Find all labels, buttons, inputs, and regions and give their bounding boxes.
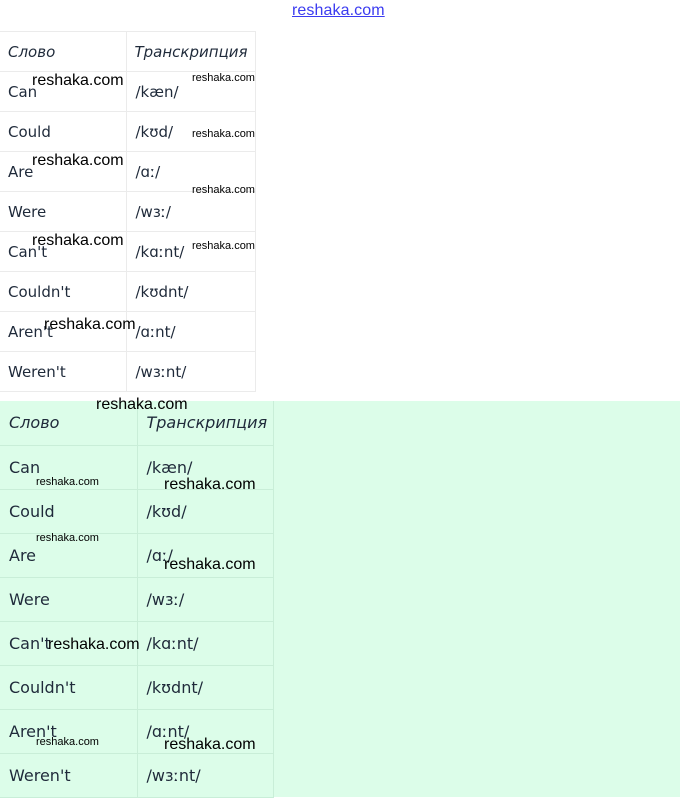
word-cell: Weren't bbox=[0, 753, 137, 797]
word-cell: Weren't bbox=[0, 352, 126, 392]
watermark: reshaka.com bbox=[96, 396, 188, 413]
watermark: reshaka.com bbox=[48, 636, 140, 653]
word-cell: Can't bbox=[0, 621, 137, 665]
watermark: reshaka.com bbox=[192, 184, 255, 196]
word-cell: Were bbox=[0, 577, 137, 621]
word-cell: Couldn't bbox=[0, 272, 126, 312]
watermark: reshaka.com bbox=[36, 736, 99, 748]
watermark: reshaka.com bbox=[164, 736, 256, 753]
watermark: reshaka.com bbox=[192, 240, 255, 252]
watermark: reshaka.com bbox=[164, 556, 256, 573]
watermark: reshaka.com bbox=[164, 476, 256, 493]
transcription-cell: /kɑːnt/ bbox=[126, 232, 255, 272]
transcription-cell: /ɑː/ bbox=[126, 152, 255, 192]
watermark: reshaka.com bbox=[32, 152, 124, 169]
header-transcription: Транскрипция bbox=[137, 401, 273, 445]
header-word: Слово bbox=[0, 32, 126, 72]
transcription-cell: /kʊdnt/ bbox=[137, 665, 273, 709]
transcription-cell: /ɑːnt/ bbox=[126, 312, 255, 352]
transcription-cell: /kæn/ bbox=[137, 445, 273, 489]
word-cell: Are bbox=[0, 533, 137, 577]
table-row bbox=[0, 352, 255, 392]
word-cell: Can bbox=[0, 445, 137, 489]
table-row bbox=[0, 192, 255, 232]
transcription-cell: /kɑːnt/ bbox=[137, 621, 273, 665]
transcription-cell: /wɜː/ bbox=[137, 577, 273, 621]
word-cell: Could bbox=[0, 112, 126, 152]
table-row bbox=[0, 753, 273, 797]
header-word: Слово bbox=[0, 401, 137, 445]
transcription-cell: /wɜː/ bbox=[126, 192, 255, 232]
watermark: reshaka.com bbox=[36, 532, 99, 544]
word-cell: Can't bbox=[0, 232, 126, 272]
watermark: reshaka.com bbox=[192, 128, 255, 140]
word-cell: Couldn't bbox=[0, 665, 137, 709]
watermark: reshaka.com bbox=[192, 72, 255, 84]
transcription-cell: /ɑː/ bbox=[137, 533, 273, 577]
table-header-row bbox=[0, 32, 255, 72]
transcription-cell: /kæn/ bbox=[126, 72, 255, 112]
transcription-cell: /kʊdnt/ bbox=[126, 272, 255, 312]
transcription-cell: /ɑːnt/ bbox=[137, 709, 273, 753]
word-cell: Were bbox=[0, 192, 126, 232]
word-cell: Are bbox=[0, 152, 126, 192]
word-cell: Aren't bbox=[0, 709, 137, 753]
header-transcription: Транскрипция bbox=[126, 32, 255, 72]
transcription-cell: /kʊd/ bbox=[137, 489, 273, 533]
transcription-cell: /wɜːnt/ bbox=[137, 753, 273, 797]
transcription-cell: /kʊd/ bbox=[126, 112, 255, 152]
word-cell: Can bbox=[0, 72, 126, 112]
table-row bbox=[0, 665, 273, 709]
table-row bbox=[0, 272, 255, 312]
site-link[interactable]: reshaka.com bbox=[292, 2, 385, 19]
table-row bbox=[0, 577, 273, 621]
watermark: reshaka.com bbox=[32, 232, 124, 249]
watermark: reshaka.com bbox=[44, 316, 136, 333]
word-cell: Aren't bbox=[0, 312, 126, 352]
watermark: reshaka.com bbox=[36, 476, 99, 488]
table-row bbox=[0, 489, 273, 533]
transcription-cell: /wɜːnt/ bbox=[126, 352, 255, 392]
word-cell: Could bbox=[0, 489, 137, 533]
watermark: reshaka.com bbox=[32, 72, 124, 89]
